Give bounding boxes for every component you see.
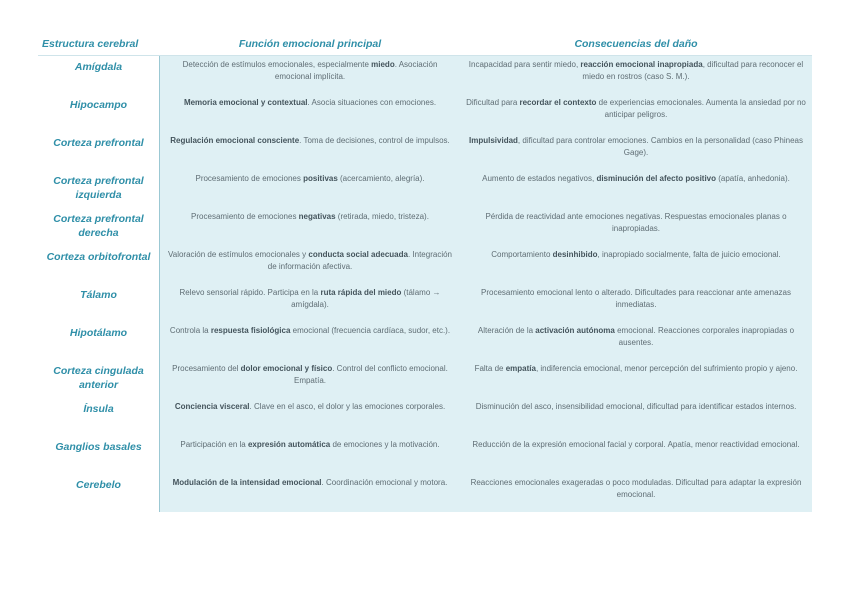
structure-name: Corteza prefrontal — [38, 132, 160, 170]
table-row — [38, 284, 812, 322]
structure-name: Cerebelo — [38, 474, 160, 512]
table-row — [38, 208, 812, 246]
damage-cell: Alteración de la activación autónoma emocional. Reacciones corporales inapropiadas o ausentes. — [460, 322, 812, 360]
table-row — [38, 360, 812, 398]
function-cell: Procesamiento de emociones positivas (acercamiento, alegría). — [160, 170, 460, 208]
table-row — [38, 246, 812, 284]
header-damage: Consecuencias del daño — [574, 38, 698, 50]
function-cell: Detección de estímulos emocionales, especialmente miedo. Asociación emocional implícita. — [160, 56, 460, 94]
damage-cell: Comportamiento desinhibido, inapropiado socialmente, falta de juicio emocional. — [460, 246, 812, 284]
structure-name: Ganglios basales — [38, 436, 160, 474]
table-header — [38, 33, 812, 56]
table-row — [38, 56, 812, 94]
table-row — [38, 170, 812, 208]
structure-name: Corteza cingulada anterior — [38, 360, 160, 398]
damage-cell: Incapacidad para sentir miedo, reacción emocional inapropiada, dificultad para reconocer el miedo en rostros (caso S. M.). — [460, 56, 812, 94]
table-row — [38, 132, 812, 170]
header-structure: Estructura cerebral — [42, 38, 139, 50]
structure-name: Corteza prefrontal izquierda — [38, 170, 160, 208]
damage-cell: Pérdida de reactividad ante emociones negativas. Respuestas emocionales planas o inapropiadas. — [460, 208, 812, 246]
function-cell: Memoria emocional y contextual. Asocia situaciones con emociones. — [160, 94, 460, 132]
table-row — [38, 474, 812, 512]
table-row — [38, 436, 812, 474]
structure-name: Hipotálamo — [38, 322, 160, 360]
table-row — [38, 94, 812, 132]
function-cell: Procesamiento del dolor emocional y físico. Control del conflicto emocional. Empatía. — [160, 360, 460, 398]
function-cell: Procesamiento de emociones negativas (retirada, miedo, tristeza). — [160, 208, 460, 246]
function-cell: Relevo sensorial rápido. Participa en la ruta rápida del miedo (tálamo → amígdala). — [160, 284, 460, 322]
table-row — [38, 398, 812, 436]
table-body — [38, 56, 812, 512]
structure-name: Tálamo — [38, 284, 160, 322]
damage-cell: Disminución del asco, insensibilidad emocional, dificultad para identificar estados internos. — [460, 398, 812, 436]
function-cell: Participación en la expresión automática de emociones y la motivación. — [160, 436, 460, 474]
header-function: Función emocional principal — [238, 38, 382, 50]
damage-cell: Aumento de estados negativos, disminución del afecto positivo (apatía, anhedonia). — [460, 170, 812, 208]
structure-name: Amígdala — [38, 56, 160, 94]
function-cell: Regulación emocional consciente. Toma de decisiones, control de impulsos. — [160, 132, 460, 170]
damage-cell: Impulsividad, dificultad para controlar emociones. Cambios en la personalidad (caso Phineas Gage). — [460, 132, 812, 170]
structure-name: Corteza orbitofrontal — [38, 246, 160, 284]
function-cell: Controla la respuesta fisiológica emocional (frecuencia cardíaca, sudor, etc.). — [160, 322, 460, 360]
brain-emotion-table — [38, 33, 812, 512]
damage-cell: Procesamiento emocional lento o alterado. Dificultades para reaccionar ante amenazas inmediatas. — [460, 284, 812, 322]
function-cell: Modulación de la intensidad emocional. Coordinación emocional y motora. — [160, 474, 460, 512]
structure-name: Corteza prefrontal derecha — [38, 208, 160, 246]
damage-cell: Reducción de la expresión emocional facial y corporal. Apatía, menor reactividad emocional. — [460, 436, 812, 474]
table-row — [38, 322, 812, 360]
structure-name: Ínsula — [38, 398, 160, 436]
function-cell: Conciencia visceral. Clave en el asco, el dolor y las emociones corporales. — [160, 398, 460, 436]
structure-name: Hipocampo — [38, 94, 160, 132]
damage-cell: Reacciones emocionales exageradas o poco moduladas. Dificultad para adaptar la expresión emocional. — [460, 474, 812, 512]
damage-cell: Falta de empatía, indiferencia emocional, menor percepción del sufrimiento propio y ajeno. — [460, 360, 812, 398]
function-cell: Valoración de estímulos emocionales y conducta social adecuada. Integración de información afectiva. — [160, 246, 460, 284]
damage-cell: Dificultad para recordar el contexto de experiencias emocionales. Aumenta la ansiedad por no anticipar peligros. — [460, 94, 812, 132]
